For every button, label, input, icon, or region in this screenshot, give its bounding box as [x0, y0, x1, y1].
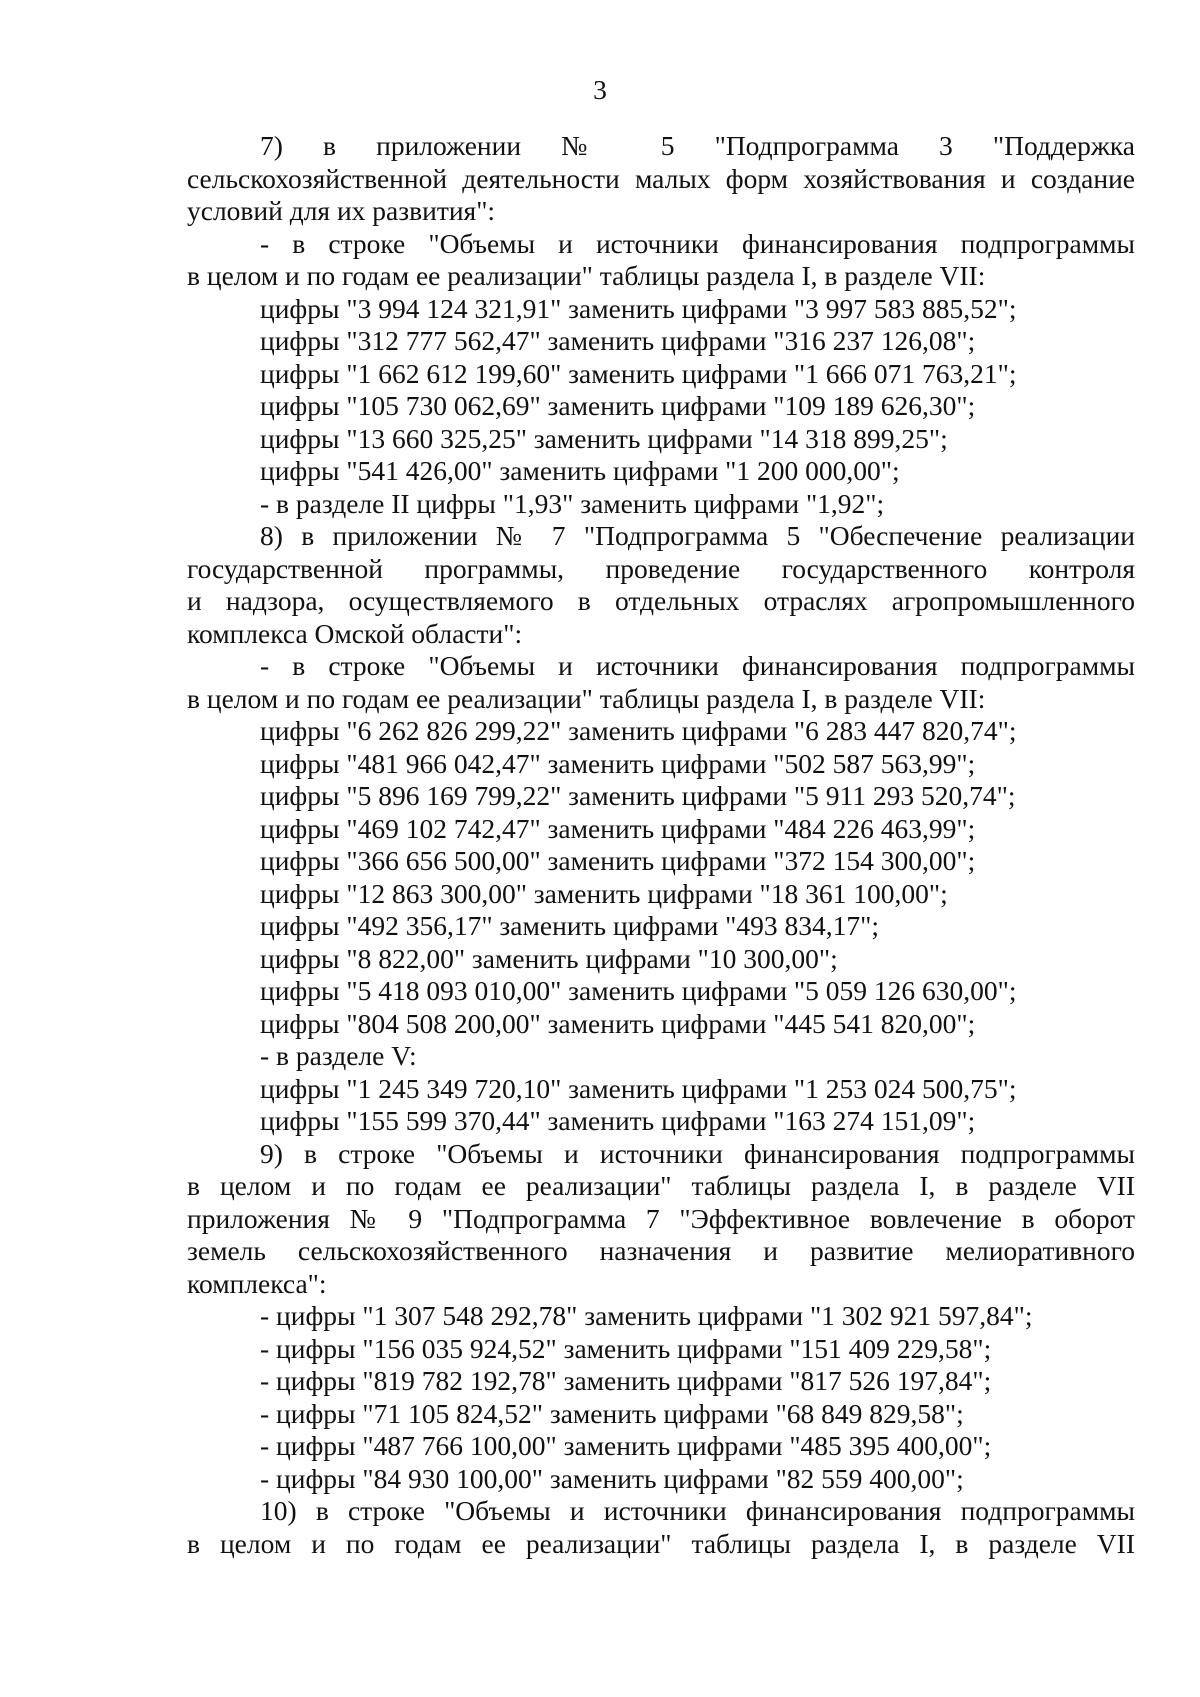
text-line: цифры "481 966 042,47" заменить цифрами "502 587 563,99"; [260, 747, 976, 779]
text-line: - цифры "156 035 924,52" заменить цифрами "151 409 229,58"; [260, 1332, 992, 1364]
text-line: цифры "155 599 370,44" заменить цифрами "163 274 151,09"; [260, 1105, 976, 1136]
text-line: комплекса": [187, 1267, 327, 1299]
text-line: земель сельскохозяйственного назначения и развитие мелиоративного [187, 1235, 1135, 1266]
text-line: - в строке "Объемы и источники финансирования подпрограммы [260, 650, 1135, 681]
text-line: цифры "105 730 062,69" заменить цифрами "109 189 626,30"; [260, 390, 976, 421]
text-line: в целом и по годам ее реализации" таблицы раздела I, в разделе VII [187, 1170, 1135, 1201]
text-line: цифры "8 822,00" заменить цифрами "10 300,00"; [260, 942, 838, 974]
text-line: - цифры "819 782 192,78" заменить цифрами "817 526 197,84"; [260, 1365, 992, 1396]
text-line: условий для их развития": [187, 195, 496, 226]
text-line: цифры "13 660 325,25" заменить цифрами "14 318 899,25"; [260, 422, 948, 454]
text-line: государственной программы, проведение государственного контроля [187, 552, 1135, 584]
text-line: - цифры "71 105 824,52" заменить цифрами "68 849 829,58"; [260, 1397, 964, 1429]
text-line: - цифры "487 766 100,00" заменить цифрами "485 395 400,00"; [260, 1430, 992, 1461]
text-line: сельскохозяйственной деятельности малых форм хозяйствования и создание [187, 162, 1135, 194]
text-line: и надзора, осуществляемого в отдельных отраслях агропромышленного [187, 585, 1135, 616]
page-number: 3 [593, 74, 607, 105]
text-line: цифры "12 863 300,00" заменить цифрами "18 361 100,00"; [260, 877, 948, 909]
text-line: цифры "5 896 169 799,22" заменить цифрами "5 911 293 520,74"; [260, 780, 1016, 811]
text-line: - в разделе V: [260, 1040, 417, 1071]
text-line: 10) в строке "Объемы и источники финансирования подпрограммы [260, 1495, 1135, 1526]
text-line: в целом и по годам ее реализации" таблицы раздела I, в разделе VII: [187, 260, 986, 291]
text-line: в целом и по годам ее реализации" таблицы раздела I, в разделе VII [187, 1527, 1135, 1559]
text-line: в целом и по годам ее реализации" таблицы раздела I, в разделе VII: [187, 682, 986, 714]
text-line: 8) в приложении № 7 "Подпрограмма 5 "Обеспечение реализации [260, 520, 1135, 551]
text-line: - цифры "1 307 548 292,78" заменить цифрами "1 302 921 597,84"; [260, 1300, 1033, 1331]
text-line: - цифры "84 930 100,00" заменить цифрами "82 559 400,00"; [260, 1462, 964, 1494]
text-line: - в строке "Объемы и источники финансирования подпрограммы [260, 227, 1135, 259]
text-line: цифры "541 426,00" заменить цифрами "1 200 000,00"; [260, 455, 900, 486]
text-line: 9) в строке "Объемы и источники финансирования подпрограммы [260, 1137, 1135, 1169]
text-line: цифры "5 418 093 010,00" заменить цифрами "5 059 126 630,00"; [260, 975, 1017, 1006]
text-line: цифры "1 662 612 199,60" заменить цифрами "1 666 071 763,21"; [260, 357, 1017, 389]
text-line: комплекса Омской области": [187, 617, 523, 649]
text-line: цифры "312 777 562,47" заменить цифрами "316 237 126,08"; [260, 325, 976, 356]
text-line: цифры "6 262 826 299,22" заменить цифрами "6 283 447 820,74"; [260, 715, 1017, 746]
text-line: - в разделе II цифры "1,93" заменить цифрами "1,92"; [260, 487, 885, 519]
text-line: 7) в приложении № 5 "Подпрограмма 3 "Поддержка [260, 130, 1135, 161]
document-body [187, 130, 1135, 1560]
text-line: цифры "1 245 349 720,10" заменить цифрами "1 253 024 500,75"; [260, 1072, 1017, 1104]
text-line: цифры "804 508 200,00" заменить цифрами "445 541 820,00"; [260, 1007, 976, 1039]
text-line: цифры "3 994 124 321,91" заменить цифрами "3 997 583 885,52"; [260, 292, 1017, 324]
text-line: приложения № 9 "Подпрограмма 7 "Эффективное вовлечение в оборот [187, 1202, 1135, 1234]
text-line: цифры "492 356,17" заменить цифрами "493 834,17"; [260, 910, 880, 941]
text-line: цифры "469 102 742,47" заменить цифрами "484 226 463,99"; [260, 812, 976, 844]
text-line: цифры "366 656 500,00" заменить цифрами "372 154 300,00"; [260, 845, 976, 876]
